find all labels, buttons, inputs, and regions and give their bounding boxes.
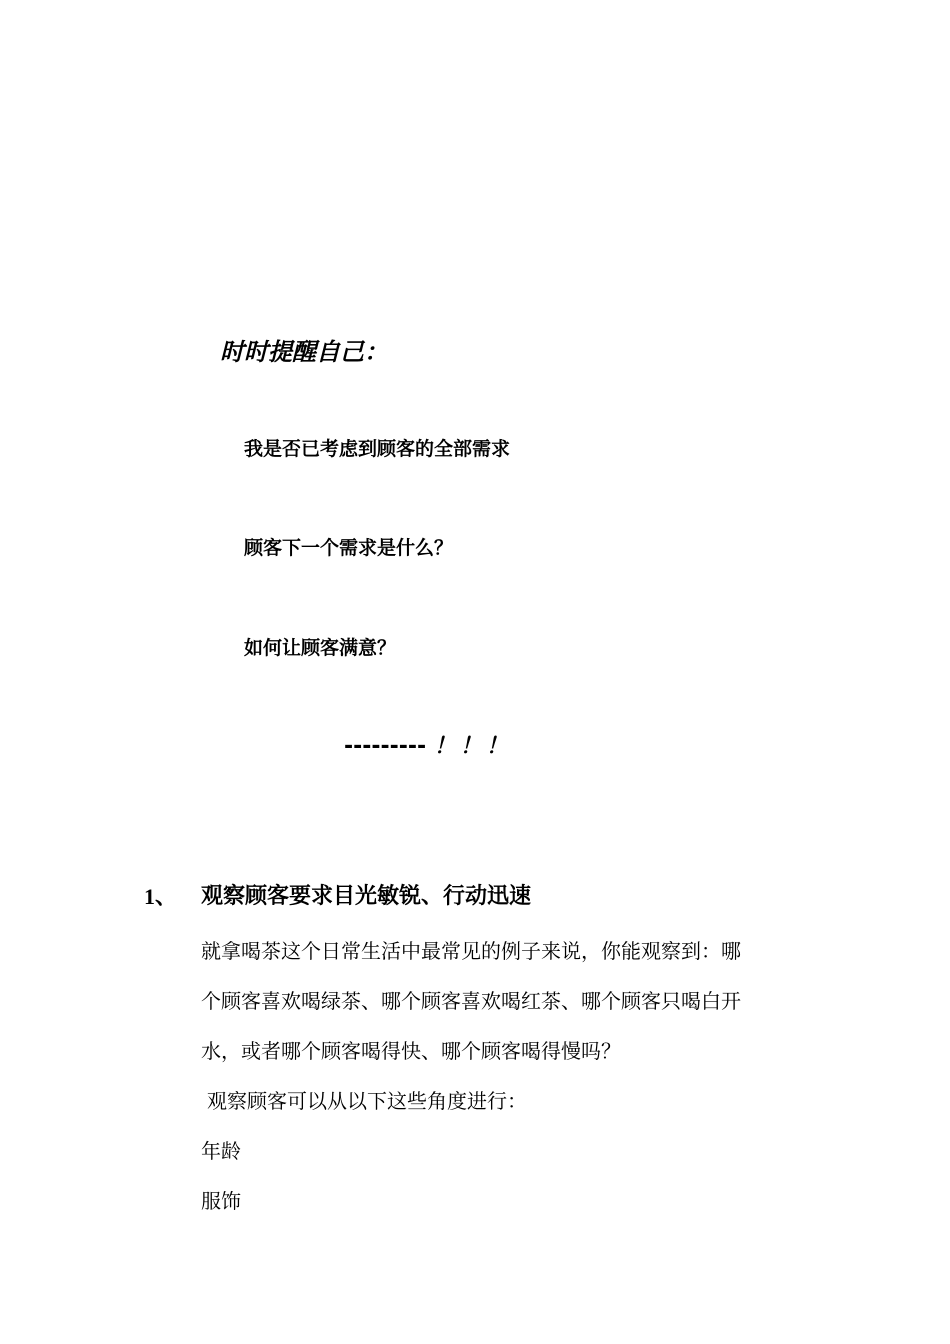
- reminder-line-3: 如何让顾客满意？: [244, 637, 397, 659]
- reminder-line-2: 顾客下一个需求是什么？: [244, 537, 454, 559]
- separator-dashes: ---------: [344, 734, 427, 759]
- separator-line: [344, 732, 512, 762]
- paragraph-line-1: 就拿喝茶这个日常生活中最常见的例子来说，你能观察到：哪: [201, 939, 741, 963]
- paragraph-line-2: 个顾客喜欢喝绿茶、哪个顾客喜欢喝红茶、哪个顾客只喝白开: [201, 989, 741, 1013]
- angles-intro: 观察顾客可以从以下这些角度进行：: [207, 1089, 527, 1113]
- angle-item-clothing: 服饰: [201, 1189, 241, 1213]
- section-number: 1、: [144, 884, 178, 909]
- section-title: 观察顾客要求目光敏锐、行动迅速: [201, 884, 532, 909]
- paragraph-line-3: 水，或者哪个顾客喝得快、哪个顾客喝得慢吗？: [201, 1039, 621, 1063]
- separator-exclamations: ！！！: [433, 734, 512, 759]
- section-body: [201, 926, 811, 1226]
- angle-item-age: 年龄: [201, 1139, 241, 1163]
- reminder-line-1: 我是否已考虑到顾客的全部需求: [244, 438, 511, 460]
- reminder-title: 时时提醒自己：: [220, 338, 388, 366]
